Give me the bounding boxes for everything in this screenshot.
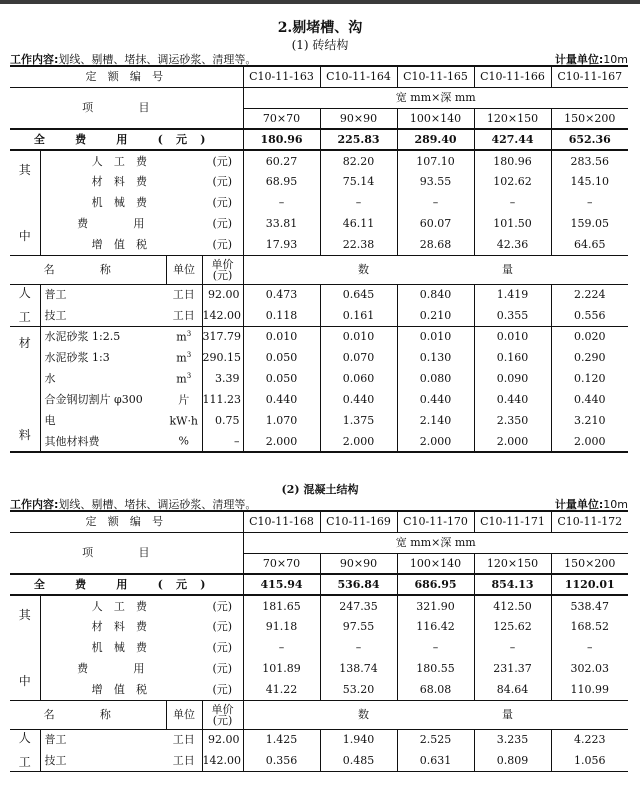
breakdown-value: 110.99 [570,682,610,696]
breakdown-unit: (元) [202,150,243,171]
material-qty: 2.350 [474,410,551,431]
breakdown-value: 91.18 [243,616,320,637]
breakdown-value: 101.50 [474,213,551,234]
material-price: 0.75 [202,410,243,431]
breakdown-row [10,637,628,658]
labor-qty: 0.473 [243,284,320,305]
breakdown-value: 145.10 [570,175,610,188]
total-cost-label: 全 费 用 (元) [10,574,243,595]
breakdown-value: 302.03 [570,662,610,675]
size-value: 70×70 [243,553,320,574]
material-unit: 片 [166,389,202,410]
total-cost-value: 289.40 [397,129,474,150]
labor-side-label: 人 工 [10,729,40,771]
material-qty: 0.010 [243,326,320,347]
material-name: 水 [44,372,56,385]
quota-code: C10-11-172 [551,511,628,532]
total-cost-value: 652.36 [551,129,628,150]
material-row [10,410,628,431]
breakdown-value: 97.55 [320,616,397,637]
labor-qty: 1.419 [474,284,551,305]
total-cost-row [10,574,628,595]
measure-unit-value: 10m [603,498,628,511]
labor-name: 普工 [44,733,67,747]
material-name: 水泥砂浆 1:2.5 [44,330,121,344]
breakdown-value: – [474,192,551,213]
breakdown-value: 68.95 [243,171,320,192]
labor-price: 142.00 [202,750,243,771]
labor-unit: 工日 [166,750,202,771]
material-unit: kW·h [166,410,202,431]
breakdown-row [10,595,628,616]
material-qty: 0.090 [474,368,551,389]
material-qty: 0.050 [243,368,320,389]
total-cost-value: 427.44 [474,129,551,150]
material-row [10,389,628,410]
total-cost-value: 536.84 [320,574,397,595]
breakdown-row [10,192,628,213]
material-qty: 0.080 [397,368,474,389]
labor-qty: 0.840 [397,284,474,305]
quota-code: C10-11-165 [397,66,474,87]
breakdown-value: 60.07 [397,213,474,234]
material-unit: $m^3$ [166,347,202,368]
labor-side-label: 人 工 [10,284,40,326]
dimension-label: 宽 mm×深 mm [243,87,628,108]
breakdown-name: 增 值 税 [91,682,151,696]
breakdown-value: 64.65 [574,237,606,251]
breakdown-value: – [587,641,593,654]
labor-row [10,750,628,771]
material-row [10,347,628,368]
size-value: 120×150 [474,108,551,129]
size-value: 90×90 [320,553,397,574]
breakdown-value: 33.81 [243,213,320,234]
material-qty: 2.000 [397,431,474,452]
material-price: 317.79 [202,326,243,347]
material-row [10,431,628,452]
breakdown-value: 46.11 [320,213,397,234]
quota-code: C10-11-164 [320,66,397,87]
labor-price: 92.00 [202,729,243,750]
breakdown-name: 人 工 费 [91,154,151,168]
breakdown-value: – [243,192,320,213]
quota-code: C10-11-171 [474,511,551,532]
breakdown-unit: (元) [202,637,243,658]
breakdown-value: 53.20 [320,679,397,700]
labor-name: 技工 [40,750,166,771]
breakdown-unit: (元) [202,595,243,616]
breakdown-unit: (元) [202,679,243,700]
breakdown-value: 180.55 [397,658,474,679]
labor-qty: 0.631 [397,750,474,771]
quantity-header-left: 数 [243,700,397,729]
labor-qty: 2.224 [574,288,606,302]
breakdown-value: – [320,192,397,213]
breakdown-value: 283.56 [570,154,610,168]
breakdown-unit: (元) [202,658,243,679]
labor-qty: 0.356 [243,750,320,771]
breakdown-value: 107.10 [397,150,474,171]
quantity-header-right: 量 [474,255,628,284]
breakdown-value: 321.90 [397,595,474,616]
breakdown-unit: (元) [202,616,243,637]
breakdown-row [10,679,628,700]
breakdown-value: 116.42 [397,616,474,637]
measure-unit-value: 10m [603,53,628,66]
material-qty: 0.160 [474,347,551,368]
labor-name: 普工 [44,288,67,302]
page-top-bar [0,0,640,4]
material-price: 3.39 [202,368,243,389]
material-qty: 0.440 [574,393,606,406]
breakdown-value: 231.37 [474,658,551,679]
material-qty: 0.010 [474,326,551,347]
resource-name-header: 名 称 [10,255,166,284]
quota-code-row [10,511,628,532]
breakdown-unit: (元) [202,192,243,213]
labor-qty: 0.118 [243,305,320,326]
labor-qty: 0.556 [551,305,628,326]
total-cost-value: 180.96 [243,129,320,150]
breakdown-value: 138.74 [320,658,397,679]
labor-unit: 工日 [166,729,202,750]
labor-qty: 0.355 [474,305,551,326]
material-qty: 1.375 [320,410,397,431]
breakdown-value: – [397,637,474,658]
labor-unit: 工日 [166,305,202,326]
labor-qty: 3.235 [474,729,551,750]
breakdown-value: 101.89 [243,658,320,679]
breakdown-name: 费 用 [77,662,166,675]
dimension-row [10,87,628,108]
resource-header-row [10,700,628,729]
labor-qty: 0.485 [320,750,397,771]
labor-row [10,729,628,750]
material-qty: 2.000 [474,431,551,452]
breakdown-value: 181.65 [243,595,320,616]
breakdown-value: 60.27 [243,150,320,171]
breakdown-value: 412.50 [474,595,551,616]
breakdown-value: 102.62 [474,171,551,192]
dimension-label: 宽 mm×深 mm [243,532,628,553]
material-qty: 2.000 [320,431,397,452]
quantity-header-left: 数 [243,255,397,284]
resource-name-header: 名 称 [10,700,166,729]
breakdown-row [10,150,628,171]
breakdown-value: 247.35 [320,595,397,616]
quota-code: C10-11-170 [397,511,474,532]
material-qty: 0.060 [320,368,397,389]
labor-row [10,284,628,305]
total-cost-row [10,129,628,150]
resource-price-header: 单价 (元) [202,700,243,729]
breakdown-value: – [320,637,397,658]
breakdown-row [10,171,628,192]
breakdown-value: 68.08 [397,679,474,700]
quota-code: C10-11-167 [551,66,628,87]
resource-unit-header: 单位 [166,700,202,729]
material-qty: 0.010 [320,326,397,347]
material-name: 合金钢切割片 φ300 [44,393,143,406]
labor-qty: 1.425 [243,729,320,750]
section-1-work-line [10,51,628,65]
labor-qty: 0.161 [320,305,397,326]
breakdown-row [10,234,628,255]
breakdown-value: 22.38 [320,234,397,255]
material-qty: 0.290 [574,351,606,364]
breakdown-value: 84.64 [474,679,551,700]
breakdown-name: 机 械 费 [91,641,151,654]
item-label: 项 目 [10,87,243,129]
material-row [10,326,628,347]
labor-qty: 1.056 [551,750,628,771]
breakdown-value: – [474,637,551,658]
section-1-quota-table [10,65,628,453]
breakdown-name: 人 工 费 [91,599,151,613]
material-qty: 2.140 [397,410,474,431]
breakdown-side-label: 其 中 [10,150,40,255]
breakdown-value: 125.62 [474,616,551,637]
total-cost-value: 854.13 [474,574,551,595]
breakdown-name: 材 料 费 [91,175,151,188]
measure-unit-label: 计量单位: [554,53,604,66]
material-name: 其他材料费 [40,431,166,452]
material-qty: 0.440 [474,389,551,410]
breakdown-value: 159.05 [570,217,610,230]
quota-code: C10-11-163 [243,66,320,87]
size-value: 100×140 [397,553,474,574]
size-value: 70×70 [243,108,320,129]
material-qty: 2.000 [243,431,320,452]
quantity-header-right: 量 [474,700,628,729]
total-cost-value: 686.95 [397,574,474,595]
breakdown-value: 93.55 [397,171,474,192]
material-name: 水泥砂浆 1:3 [44,351,110,364]
material-qty: 0.440 [243,389,320,410]
breakdown-name: 机 械 费 [91,196,151,209]
section-2-quota-table [10,510,628,772]
breakdown-row [10,658,628,679]
material-qty: 0.130 [397,347,474,368]
material-qty: 0.020 [574,330,606,344]
material-qty: 0.440 [397,389,474,410]
breakdown-unit: (元) [202,171,243,192]
material-qty: 0.440 [320,389,397,410]
material-name: 电 [44,414,56,427]
quota-code-row [10,66,628,87]
material-qty: 2.000 [551,431,628,452]
section-1-subtitle: (1) 砖结构 [291,38,349,52]
work-content-label: 工作内容: [10,498,59,511]
material-price: 290.15 [202,347,243,368]
quota-code-label: 定 额 编 号 [10,511,243,532]
material-qty: 3.210 [574,414,606,427]
material-side-label: 材 料 [10,326,40,452]
resource-unit-header: 单位 [166,255,202,284]
breakdown-name: 费 用 [77,217,166,230]
breakdown-value: – [587,196,593,209]
work-content-text: 划线、剔槽、堵抹、调运砂浆、清理等。 [58,498,257,511]
breakdown-value: – [243,637,320,658]
breakdown-unit: (元) [202,213,243,234]
work-content-text: 划线、剔槽、堵抹、调运砂浆、清理等。 [58,53,257,66]
material-qty: 0.010 [397,326,474,347]
labor-qty: 0.210 [397,305,474,326]
material-qty: 0.070 [320,347,397,368]
material-unit: $m^3$ [166,326,202,347]
material-qty: 1.070 [243,410,320,431]
breakdown-value: 41.22 [243,679,320,700]
breakdown-value: 538.47 [570,599,610,613]
breakdown-value: 75.14 [320,171,397,192]
labor-unit: 工日 [166,284,202,305]
labor-qty: 4.223 [574,733,606,747]
item-label: 项 目 [10,532,243,574]
page-title: 2.剔堵槽、沟 [277,20,363,36]
breakdown-value: – [397,192,474,213]
breakdown-side-label: 其 中 [10,595,40,700]
labor-qty: 2.525 [397,729,474,750]
labor-qty: 0.809 [474,750,551,771]
breakdown-value: 42.36 [474,234,551,255]
material-qty: 0.050 [243,347,320,368]
breakdown-name: 材 料 费 [91,620,151,633]
breakdown-name: 增 值 税 [91,237,151,251]
size-value: 150×200 [564,111,616,125]
resource-price-header: 单价 (元) [202,255,243,284]
size-value: 90×90 [320,108,397,129]
labor-name: 技工 [40,305,166,326]
labor-row [10,305,628,326]
material-unit: $m^3$ [166,368,202,389]
material-row [10,368,628,389]
breakdown-row [10,616,628,637]
breakdown-value: 17.93 [243,234,320,255]
section-2-work-line [10,496,628,510]
size-value: 100×140 [397,108,474,129]
breakdown-unit: (元) [202,234,243,255]
labor-qty: 0.645 [320,284,397,305]
resource-header-row [10,255,628,284]
breakdown-row [10,213,628,234]
breakdown-value: 180.96 [474,150,551,171]
section-2-subtitle: (2) 混凝土结构 [281,483,359,496]
quota-code: C10-11-168 [243,511,320,532]
dimension-row [10,532,628,553]
measure-unit-label: 计量单位: [554,498,604,511]
total-cost-label: 全 费 用 (元) [10,129,243,150]
total-cost-value: 225.83 [320,129,397,150]
quota-code: C10-11-169 [320,511,397,532]
size-value: 120×150 [474,553,551,574]
work-content-label: 工作内容: [10,53,59,66]
material-price: 111.23 [202,389,243,410]
breakdown-value: 82.20 [320,150,397,171]
material-price: – [202,431,243,452]
labor-price: 142.00 [202,305,243,326]
size-value: 150×200 [564,556,616,570]
breakdown-value: 28.68 [397,234,474,255]
total-cost-value: 415.94 [243,574,320,595]
labor-price: 92.00 [202,284,243,305]
material-qty: 0.120 [574,372,606,385]
quota-code-label: 定 额 编 号 [10,66,243,87]
quota-code: C10-11-166 [474,66,551,87]
labor-qty: 1.940 [320,729,397,750]
material-unit: % [166,431,202,452]
breakdown-value: 168.52 [570,620,610,633]
total-cost-value: 1120.01 [551,574,628,595]
